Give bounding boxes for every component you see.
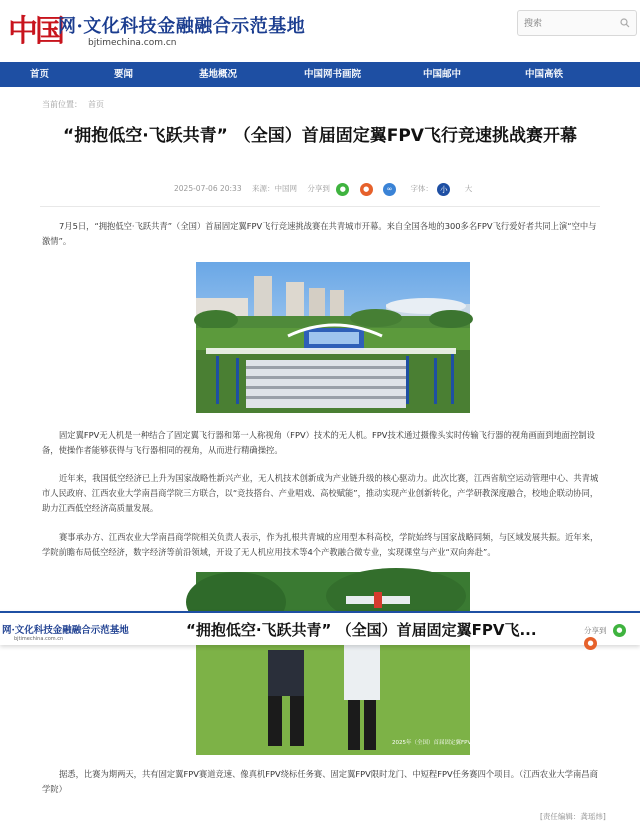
wechat-share-icon[interactable]: ●: [336, 183, 349, 196]
sticky-site-name[interactable]: 网·文化科技金融融合示范基地: [2, 625, 129, 636]
sticky-header-bar: [0, 611, 640, 645]
site-name[interactable]: 网·文化科技金融融合示范基地: [58, 16, 306, 37]
sticky-site-url: bjtimechina.com.cn: [14, 636, 64, 642]
main-nav: [0, 62, 640, 87]
search-box: [517, 10, 637, 36]
article-source: 来源：中国网: [251, 184, 297, 193]
article-paragraph: 7月5日，“拥抱低空·飞跃共青”（全国）首届固定翼FPV飞行竞速挑战赛在共青城市开幕。来自全国各地的300多名FPV飞行爱好者共同上演“空中与激情”。: [42, 221, 597, 246]
sticky-wechat-share-icon[interactable]: ●: [613, 624, 626, 637]
search-input[interactable]: [518, 11, 616, 35]
article-paragraph: 赛事承办方、江西农业大学南昌商学院相关负责人表示，作为扎根共青城的应用型本科高校，学院始终与国家战略同频，与区域发展共振。近年来，学院前瞻布局低空经济，数字经济等前沿领域，开设了无人机应用技术等4个产教融合微专业，实现课堂与产业“双向奔赴”。: [42, 532, 599, 557]
nav-item-high-speed-rail[interactable]: 中国高铁: [525, 69, 564, 80]
font-size-label: 字体：: [410, 184, 433, 193]
article-meta: [174, 182, 480, 196]
breadcrumb-home-link[interactable]: 首页: [88, 100, 104, 109]
share-label: 分享到: [307, 184, 330, 193]
nav-item-china-post[interactable]: 中国邮中: [423, 69, 462, 80]
sticky-article-title: “拥抱低空·飞跃共青” （全国）首届固定翼FPV飞...: [186, 621, 537, 639]
nav-item-overview[interactable]: 基地概况: [199, 69, 238, 80]
article-date: 2025-07-06 20:33: [174, 184, 242, 193]
font-small-button[interactable]: 小: [437, 183, 450, 196]
article-title: “拥抱低空·飞跃共青” （全国）首届固定翼FPV飞行竞速挑战赛开幕: [63, 126, 577, 146]
nav-item-news[interactable]: 要闻: [114, 69, 134, 80]
event-stage-photo: [196, 262, 470, 413]
link-share-icon[interactable]: ∞: [383, 183, 396, 196]
weibo-share-icon[interactable]: ●: [360, 183, 373, 196]
pilots-photo: [196, 572, 510, 755]
meta-divider: [40, 206, 600, 207]
site-url: bjtimechina.com.cn: [88, 38, 177, 48]
article-paragraph: 固定翼FPV无人机是一种结合了固定翼飞行器和第一人称视角（FPV）技术的无人机。FPV技术通过摄像头实时传输飞行器的视角画面到地面控制设备，使操作者能够获得与飞行器相同的视角，从而进行精确操控。: [42, 430, 595, 455]
event-stage-image: [196, 262, 470, 413]
breadcrumb: [42, 99, 110, 110]
article-paragraph: 近年来，我国低空经济已上升为国家战略性新兴产业，无人机技术创新成为产业链升级的核心驱动力。此次比赛，江西省航空运动管理中心、共青城市人民政府、江西农业大学南昌商学院三方联合，以“竞技搭台、产业唱戏、高校赋能”，推动实现产业创新转化，产学研教深度融合，校地企联动协同，助力江西低空经济高质量发展。: [42, 473, 599, 513]
site-header: [0, 0, 640, 62]
site-logo[interactable]: 中国: [8, 14, 62, 49]
pilots-image: [196, 572, 510, 755]
search-icon[interactable]: [620, 18, 630, 28]
sticky-share-label: 分享到: [584, 625, 607, 635]
article-paragraph: 据悉，比赛为期两天，共有固定翼FPV赛道竞速、像真机FPV绕标任务赛、固定翼FPV限时龙门、中短程FPV任务赛四个项目。（江西农业大学南昌商学院）: [42, 769, 598, 794]
font-large-button[interactable]: 大: [464, 184, 473, 193]
nav-item-home[interactable]: 首页: [30, 69, 50, 80]
sticky-share: [584, 624, 640, 650]
nav-item-painting-academy[interactable]: 中国网书画院: [304, 69, 362, 80]
breadcrumb-label: 当前位置：: [42, 100, 82, 109]
photo-watermark-caption: 2025年（全国）首届固定翼FPV飞行竞速挑战赛: [392, 740, 510, 746]
editor-credit: [责任编辑：龚瑶炜]: [540, 812, 606, 821]
sticky-weibo-share-icon[interactable]: ●: [584, 637, 597, 650]
